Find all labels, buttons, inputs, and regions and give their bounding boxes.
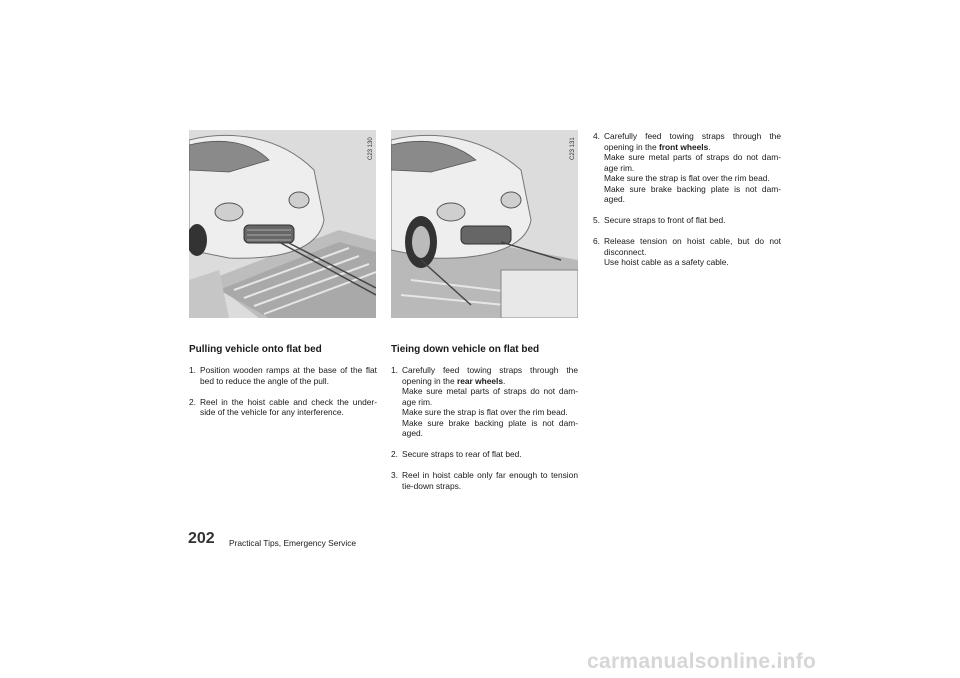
step-number: 2.: [189, 396, 196, 407]
illustration-tieing-down: [391, 130, 578, 318]
list-item: [189, 397, 377, 418]
step-text: Carefully feed towing straps through the opening in the rear wheels.: [402, 365, 578, 386]
step-text: Release tension on hoist cable, but do not disconnect.: [604, 236, 781, 257]
list-item: [391, 365, 578, 439]
list-item: [391, 470, 578, 491]
list-item: [593, 215, 781, 226]
step-number: 4.: [593, 131, 600, 141]
emphasis: front wheels: [658, 141, 709, 152]
steps-list: [391, 365, 578, 491]
step-text: Carefully feed towing straps through the opening in the front wheels.: [604, 131, 781, 152]
list-item: [391, 449, 578, 460]
step-number: 2.: [391, 449, 398, 459]
steps-list: [593, 131, 781, 268]
list-item: [189, 365, 377, 386]
step-number: 1.: [189, 365, 196, 375]
step-note: Make sure the strap is flat over the rim bead.: [604, 173, 770, 183]
section-tieing-down-continued: [593, 131, 781, 278]
figure-code: C23 130: [368, 137, 374, 160]
step-number: 6.: [593, 236, 600, 246]
watermark: carmanualsonline.info: [587, 650, 817, 673]
page-number: 202: [188, 530, 215, 547]
step-note: Make sure brake backing plate is not dam-aged.: [604, 183, 781, 204]
illustration-pulling-vehicle: [189, 130, 376, 318]
section-title: Practical Tips, Emergency Service: [229, 538, 357, 548]
section-heading: Tieing down vehicle on flat bed: [391, 344, 540, 355]
list-item: [593, 131, 781, 205]
section-tieing-down: [391, 344, 578, 502]
step-text: Position wooden ramps at the base of the flat bed to reduce the angle of the pull.: [200, 365, 377, 386]
step-note: Make sure metal parts of straps do not dam-age rim.: [604, 152, 781, 173]
step-note: Make sure metal parts of straps do not dam-age rim.: [402, 386, 578, 407]
step-number: 1.: [391, 365, 398, 375]
step-number: 5.: [593, 215, 600, 225]
step-text: Secure straps to rear of flat bed.: [402, 449, 522, 459]
figure-code: C23 131: [570, 137, 576, 160]
list-item: [593, 236, 781, 268]
step-text: Reel in the hoist cable and check the under-side of the vehicle for any interference.: [200, 396, 377, 417]
step-text: Secure straps to front of flat bed.: [604, 215, 726, 225]
steps-list: [189, 365, 377, 418]
step-note: Make sure the strap is flat over the rim bead.: [402, 407, 568, 417]
step-text: Reel in hoist cable only far enough to tension tie-down straps.: [402, 470, 578, 491]
step-note: Use hoist cable as a safety cable.: [604, 257, 729, 267]
section-heading: Pulling vehicle onto flat bed: [189, 344, 322, 355]
step-number: 3.: [391, 470, 398, 480]
emphasis: rear wheels: [456, 375, 504, 386]
step-note: Make sure brake backing plate is not dam-aged.: [402, 417, 578, 438]
section-pulling: [189, 344, 377, 428]
